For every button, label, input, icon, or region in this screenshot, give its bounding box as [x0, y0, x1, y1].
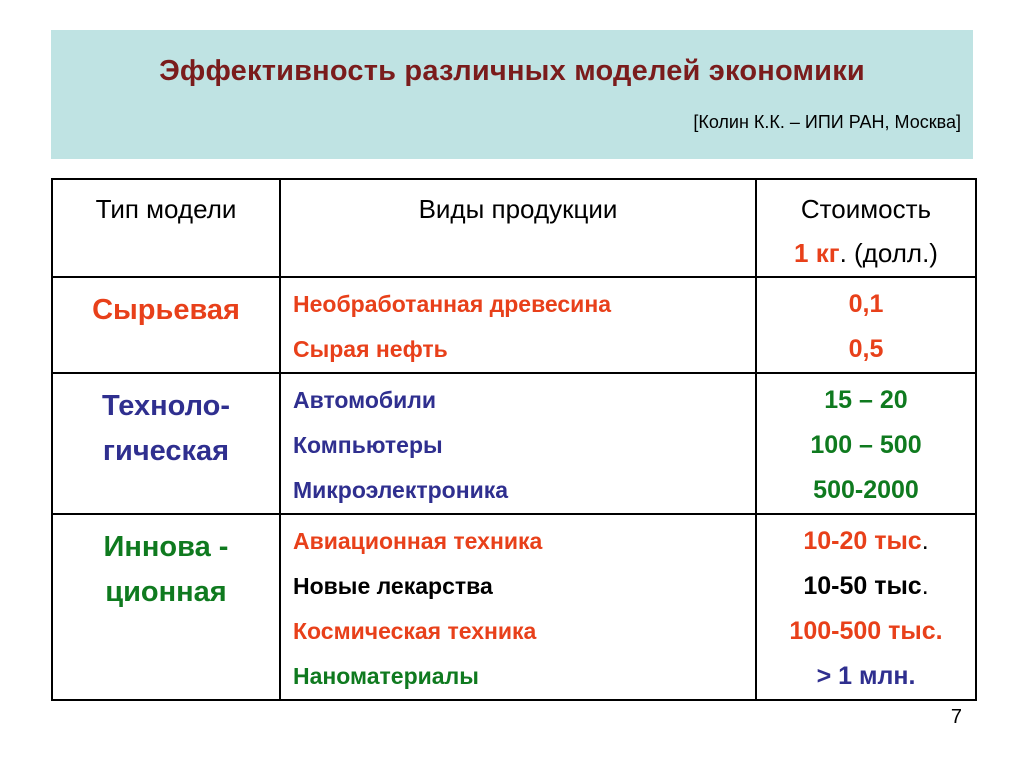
cost-value: 10-50 тыс: [803, 572, 922, 600]
model-name-line2: ционная: [105, 576, 227, 608]
source-citation: [Колин К.К. – ИПИ РАН, Москва]: [693, 112, 961, 132]
product-item: Новые лекарства: [293, 573, 493, 599]
product-item: Компьютеры: [293, 432, 443, 458]
product-item: Микроэлектроника: [293, 477, 509, 503]
header-cost: [757, 180, 975, 275]
title-band: [51, 30, 973, 159]
header-products-cell: [280, 179, 756, 277]
products-cell: [280, 373, 756, 514]
header-model-type-cell: [52, 179, 280, 277]
page-number: 7: [950, 706, 962, 728]
model-name-line2: гическая: [102, 435, 230, 467]
cost-value: 15 – 20: [824, 386, 908, 414]
cost-value: 0,5: [848, 335, 884, 363]
model-name: Сырьевая: [92, 294, 240, 326]
values-cell: [756, 277, 976, 373]
model-cell: [52, 277, 280, 373]
table-row-innovative: [52, 514, 976, 700]
table-header-row: [52, 179, 976, 277]
product-item: Необработанная древесина: [293, 291, 612, 317]
model-name-line1: Техноло-: [101, 390, 231, 422]
header-products: Виды продукции: [418, 194, 618, 224]
header-cost-suffix: . (долл.): [839, 238, 938, 268]
header-cost-line2: [757, 231, 975, 275]
cost-value-wrap: [757, 564, 975, 609]
model-name: [53, 515, 279, 615]
cost-value-suffix: .: [921, 572, 929, 600]
model-cell: [52, 373, 280, 514]
cost-value: 500-2000: [813, 476, 919, 504]
cost-value: 100 – 500: [810, 431, 922, 459]
cost-value-suffix: .: [921, 527, 929, 555]
cost-value-wrap: [757, 519, 975, 564]
products-cell: [280, 514, 756, 700]
values-cell: [756, 514, 976, 700]
model-name-line1: Иннова -: [103, 531, 229, 563]
slide-title: Эффективность различных моделей экономики: [159, 55, 865, 87]
header-model-type: Тип модели: [95, 194, 237, 224]
product-item: Космическая техника: [293, 618, 537, 644]
header-cost-unit: 1 кг: [794, 238, 840, 268]
cost-value: 10-20 тыс: [803, 527, 922, 555]
model-cell: [52, 514, 280, 700]
product-item: Автомобили: [293, 387, 437, 413]
product-item: Наноматериалы: [293, 663, 479, 689]
product-item: Авиационная техника: [293, 528, 543, 554]
header-cost-line1: Стоимость: [800, 194, 932, 224]
values-cell: [756, 373, 976, 514]
economy-models-table: [51, 178, 977, 701]
cost-value: > 1 млн.: [816, 662, 916, 690]
cost-value: 0,1: [848, 290, 884, 318]
model-name: [53, 374, 279, 474]
products-cell: [280, 277, 756, 373]
header-cost-cell: [756, 179, 976, 277]
table-row-raw: [52, 277, 976, 373]
cost-value: 100-500 тыс.: [789, 617, 943, 645]
product-item: Сырая нефть: [293, 336, 448, 362]
table-row-technological: [52, 373, 976, 514]
